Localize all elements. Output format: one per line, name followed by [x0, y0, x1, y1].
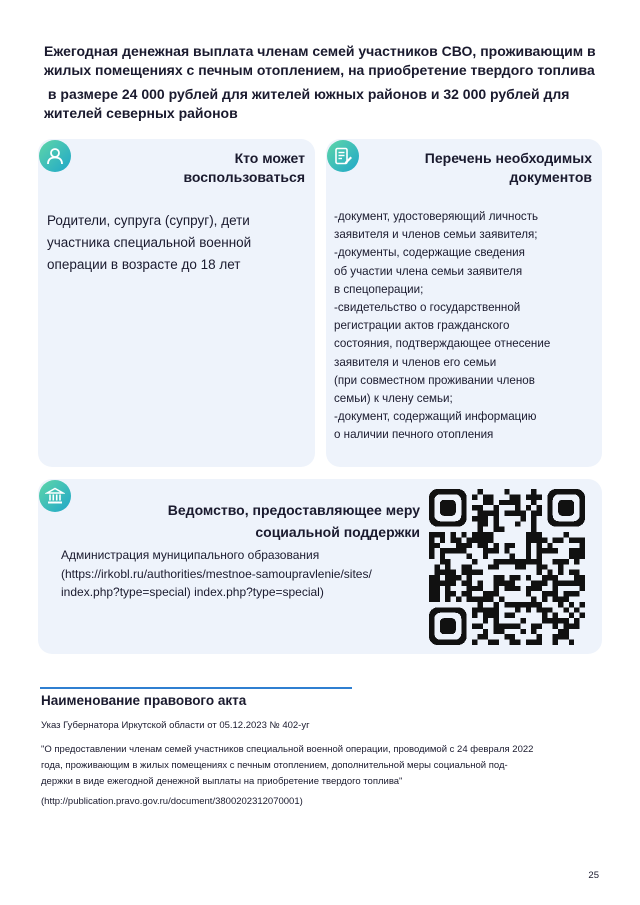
card-body	[61, 546, 421, 602]
heading-line: Перечень необходимых	[424, 150, 592, 166]
title-line: жилых помещениях с печным отоплением, на приобретение твердого топлива	[44, 62, 595, 78]
who-can-apply-card	[38, 139, 315, 467]
department-card	[38, 479, 602, 654]
legal-act-heading: Наименование правового акта	[41, 693, 247, 708]
person-icon	[39, 140, 71, 172]
list-item: семьи) к члену семьи;	[334, 392, 453, 406]
list-item: заявителя и членов его семьи	[334, 355, 497, 369]
required-documents-card	[326, 139, 602, 467]
list-item: регистрации актов гражданского	[334, 319, 510, 333]
publication-link[interactable]: (http://publication.pravo.gov.ru/document/3800202312070001)	[41, 796, 303, 807]
list-item: о наличии печного отопления	[334, 428, 494, 442]
decree-title	[41, 742, 601, 790]
list-item: -документ, удостоверяющий личность	[334, 210, 539, 223]
heading-line: социальной поддержки	[255, 524, 420, 540]
heading-line: Ведомство, предоставляющее меру	[167, 502, 420, 518]
list-item: заявителя и членов семьи заявителя;	[334, 228, 538, 242]
body-line: Администрация муниципального образования	[61, 548, 320, 562]
quote-line: года, проживающим в жилых помещениях с печным отоплением, дополнительной меры социальной под-	[41, 760, 508, 771]
title-line: Ежегодная денежная выплата членам семей участников СВО, проживающим в	[44, 43, 596, 59]
list-item: -документы, содержащие сведения	[334, 246, 525, 260]
card-heading	[158, 499, 420, 543]
document-edit-icon	[327, 140, 359, 172]
list-item: -документ, содержащий информацию	[334, 410, 537, 424]
card-heading	[105, 149, 305, 187]
link[interactable]: (https://irkobl.ru/authorities/mestnoe-samoupravlenie/sites/	[61, 566, 372, 581]
title-line: в размере 24 000 рублей для жителей южных районов и 32 000 рублей для	[44, 86, 570, 102]
list-item: в спецоперации;	[334, 282, 424, 296]
decree-reference: Указ Губернатора Иркутской области от 05.12.2023 № 402-уг	[41, 720, 310, 731]
body-line: операции в возрасте до 18 лет	[47, 257, 241, 272]
heading-line: Кто может	[234, 150, 305, 166]
card-heading	[372, 149, 592, 187]
page-number: 25	[588, 870, 599, 881]
title-line: жителей северных районов	[44, 105, 238, 121]
list-item: -свидетельство о государственной	[334, 301, 521, 315]
section-divider	[40, 687, 352, 689]
list-item: об участии члена семьи заявителя	[334, 264, 523, 278]
documents-list	[334, 208, 596, 445]
quote-line: держки в виде ежегодной денежной выплаты на приобретение твердого топлива"	[41, 776, 403, 787]
body-line: участника специальной военной	[47, 235, 252, 250]
heading-line: воспользоваться	[183, 169, 305, 185]
link[interactable]: index.php?type=special) index.php?type=special)	[61, 585, 324, 599]
page-title	[44, 42, 604, 123]
body-line: Родители, супруга (супруг), дети	[47, 213, 250, 228]
card-body	[47, 210, 302, 276]
heading-line: документов	[509, 169, 592, 185]
list-item: (при совместном проживании членов	[334, 373, 535, 387]
quote-line: "О предоставлении членам семей участников специальной военной операции, проводимой с 24 февраля 2022	[41, 744, 534, 755]
qr-code[interactable]	[429, 489, 585, 645]
list-item: состояния, подтверждающее отнесение	[334, 337, 551, 351]
government-building-icon	[39, 480, 71, 512]
